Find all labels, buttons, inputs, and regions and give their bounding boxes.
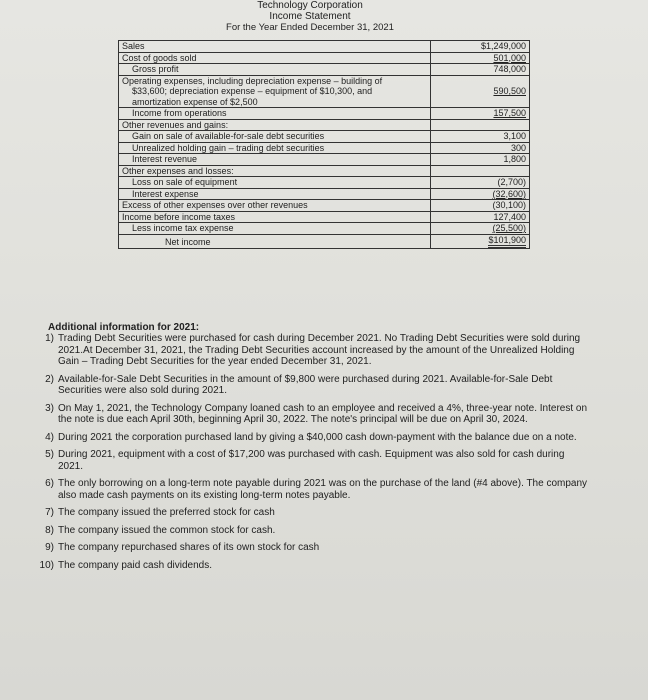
table-row: Unrealized holding gain – trading debt securities 300 — [119, 142, 530, 154]
table-row: Cost of goods sold 501,000 — [119, 52, 530, 64]
table-row: Less income tax expense (25,500) — [119, 223, 530, 235]
income-statement-table — [118, 40, 530, 249]
list-item: 9) The company repurchased shares of its own stock for cash — [45, 542, 320, 553]
net-income-value: $101,900 — [488, 236, 526, 248]
table-row: Gain on sale of available-for-sale debt securities 3,100 — [119, 131, 530, 143]
list-item: 4) During 2021 the corporation purchased land by giving a $40,000 cash down-payment with the balance due on a note. — [45, 431, 577, 443]
list-item: 10) The company paid cash dividends. — [39, 559, 212, 571]
company-name: Technology Corporation — [257, 0, 363, 11]
list-item: 8) The company issued the common stock for cash. — [45, 524, 276, 536]
table-row: Income before income taxes 127,400 — [119, 211, 530, 223]
list-item: 5) During 2021, equipment with a cost of $17,200 was purchased with cash. Equipment was also sold for cash during 2021. — [45, 449, 565, 472]
statement-header — [200, 0, 420, 33]
table-row: Excess of other expenses over other revenues (30,100) — [119, 200, 530, 212]
table-row: $33,600; depreciation expense – equipment of $10,300, and 590,500 — [119, 86, 530, 97]
list-item: 1) Trading Debt Securities were purchased for cash during December 2021. No Trading Debt Securities were sold during 2021.At December 31, 2021, the Trading Debt Securities account increased by the amount of the Unrealized Holding Gain – Trading Debt Securities for the year ended December 31, 2021. — [45, 333, 581, 367]
additional-info-title: Additional information for 2021: — [48, 322, 200, 333]
table-row: Gross profit 748,000 — [119, 64, 530, 76]
table-row: amortization expense of $2,500 — [119, 97, 530, 108]
table-row: Income from operations 157,500 — [119, 108, 530, 120]
table-row: Net income $101,900 — [119, 234, 530, 248]
table-row: Loss on sale of equipment (2,700) — [119, 177, 530, 189]
statement-title: Income Statement — [269, 11, 351, 22]
table-row: Interest expense (32,600) — [119, 188, 530, 200]
list-item: 7) The company issued the preferred stock for cash — [45, 507, 275, 518]
table-row: Operating expenses, including depreciation expense – building of — [119, 75, 530, 86]
list-item: 3) On May 1, 2021, the Technology Company loaned cash to an employee and received a 4%, three-year note. Interest on the note is due each April 30th, beginning April 30, 2022. The note's principal will be due on April 30, 2024. — [45, 402, 588, 425]
table-row: Other expenses and losses: — [119, 165, 530, 177]
list-item: 2) Available-for-Sale Debt Securities in the amount of $9,800 were purchased during 2021. Available-for-Sale Debt Securities were also sold during 2021. — [45, 373, 553, 396]
additional-info-list — [32, 333, 592, 577]
statement-period: For the Year Ended December 31, 2021 — [226, 22, 394, 33]
table-row: Interest revenue 1,800 — [119, 154, 530, 166]
list-item: 6) The only borrowing on a long-term note payable during 2021 was on the purchase of the land (#4 above). The company also made cash payments on its existing long-term notes payable. — [45, 478, 588, 501]
table-row: Other revenues and gains: — [119, 119, 530, 131]
table-row: Sales $1,249,000 — [119, 41, 530, 53]
